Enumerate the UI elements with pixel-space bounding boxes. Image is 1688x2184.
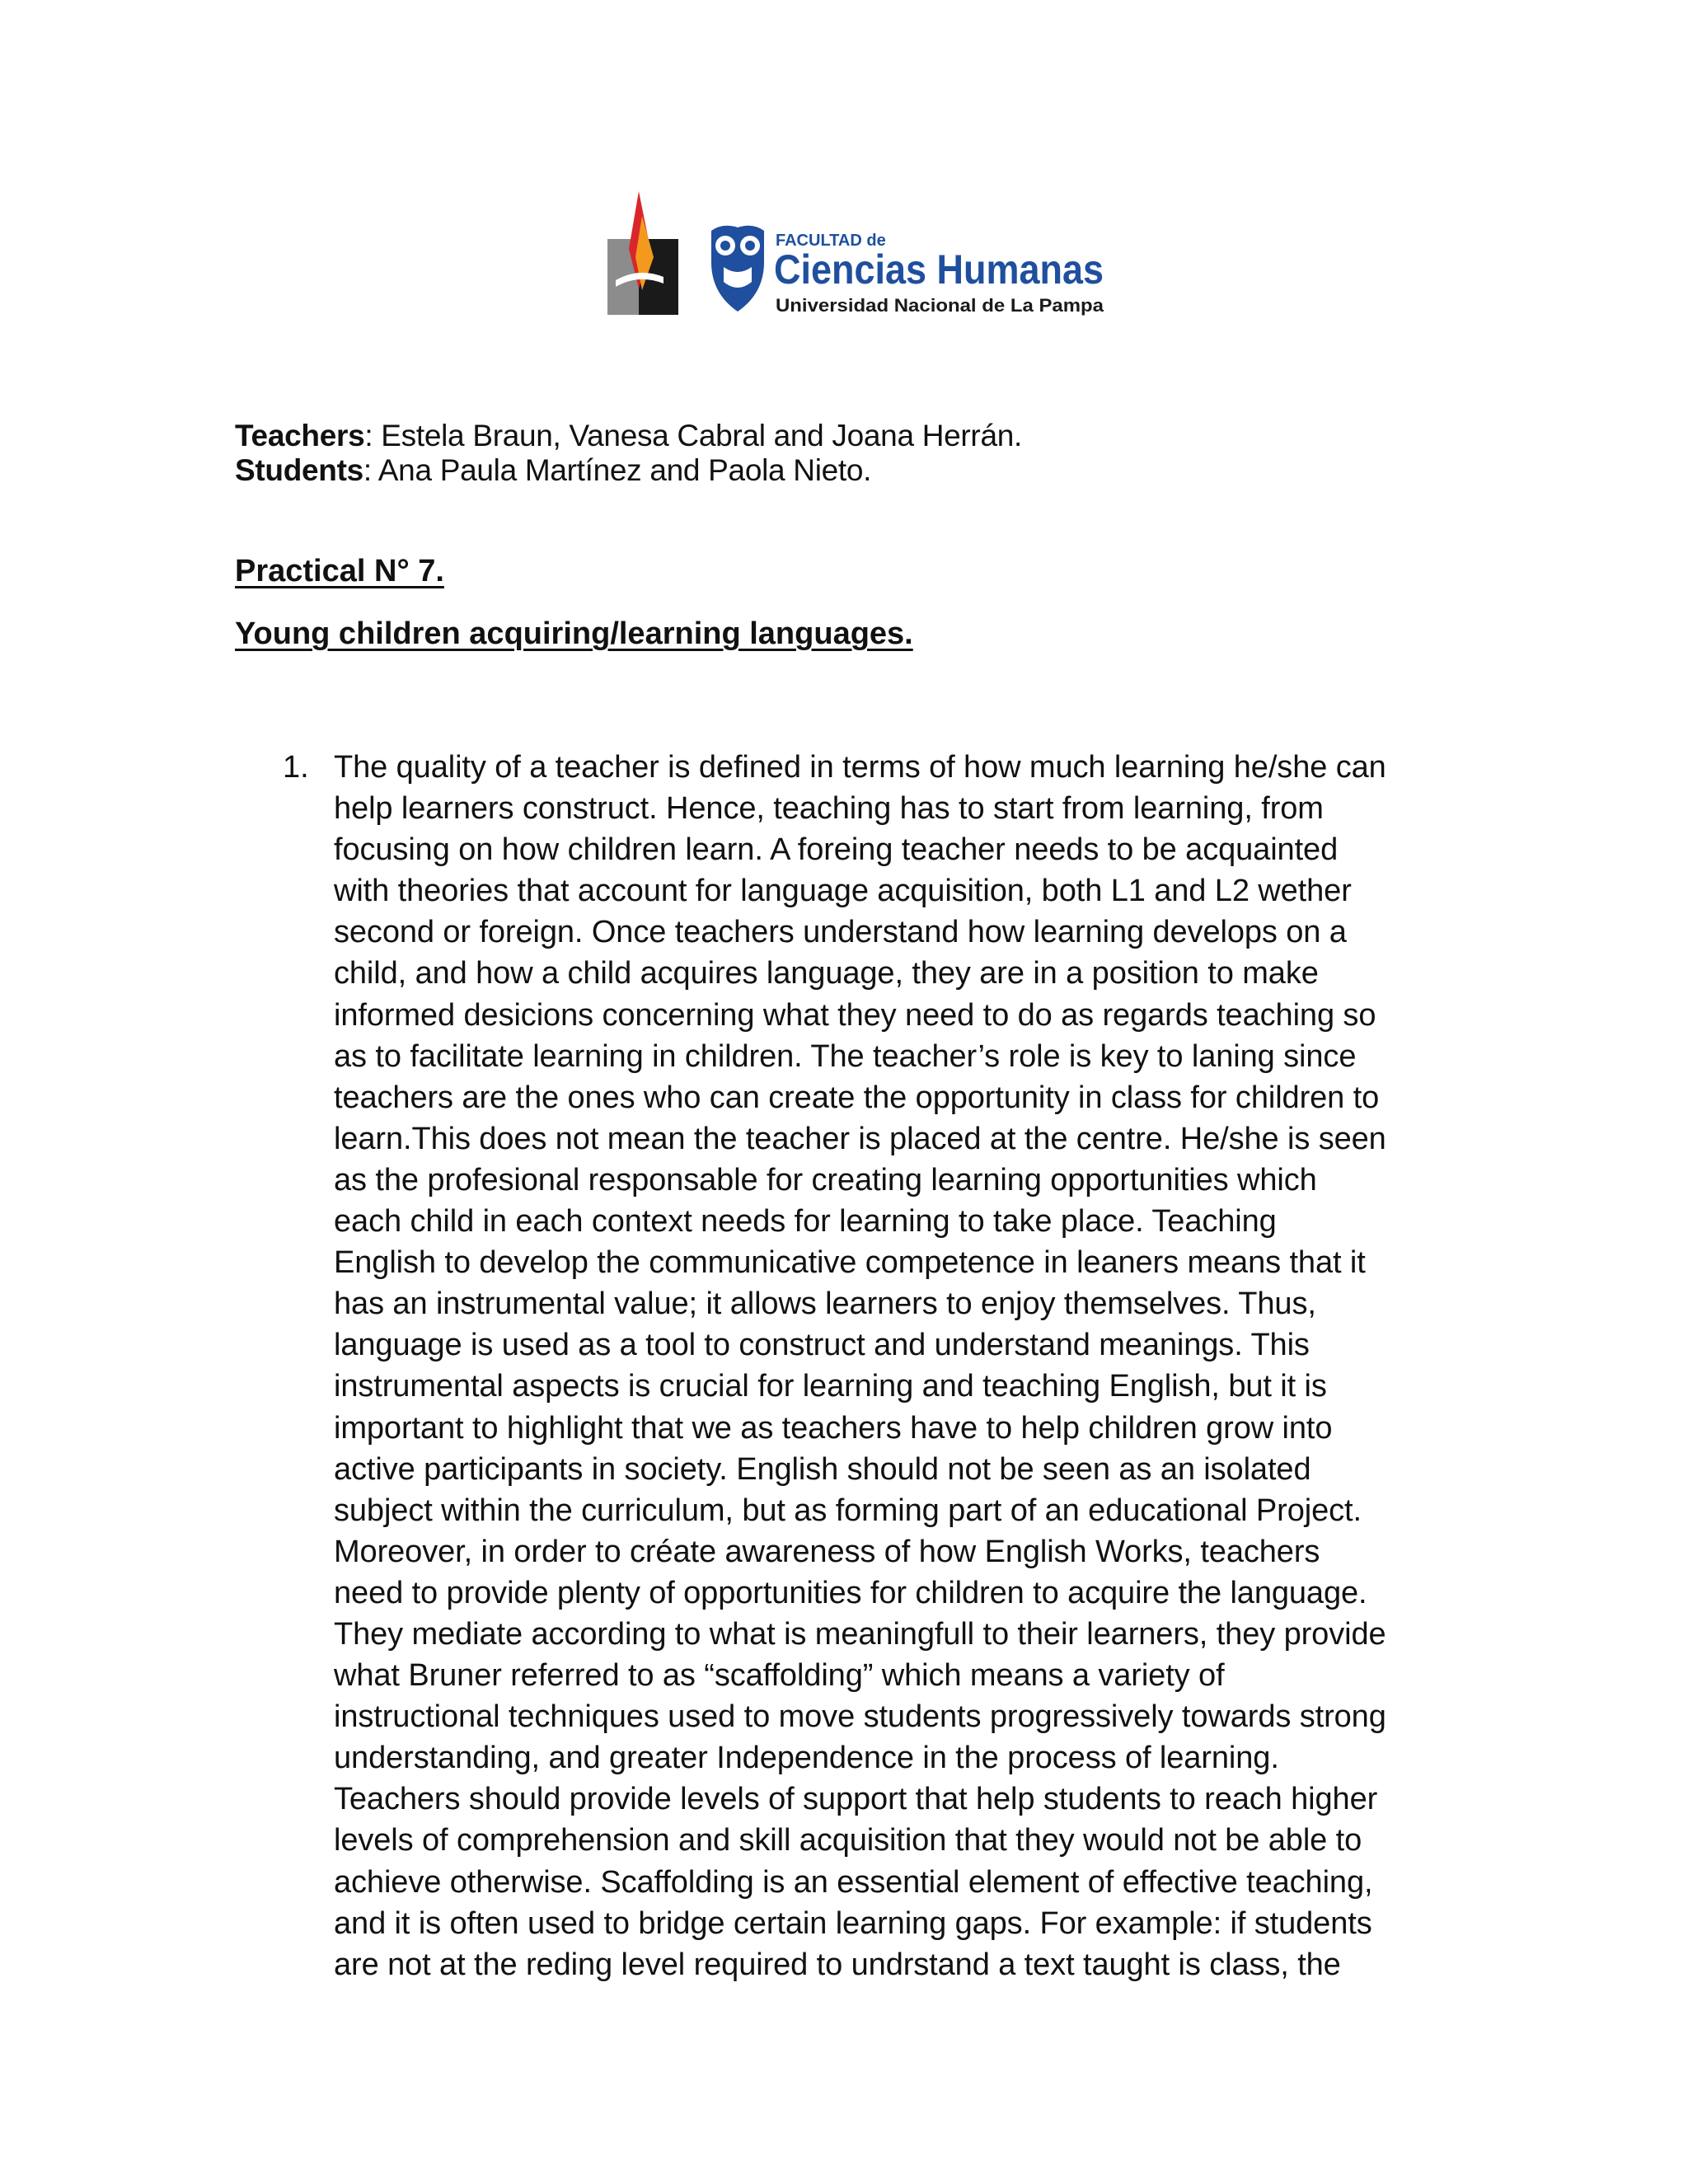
students-label: Students (235, 453, 363, 487)
paragraph-line: each child in each context needs for learning to take place. Teaching (334, 1204, 1277, 1240)
paragraph-line: understanding, and greater Independence in the process of learning. (334, 1741, 1279, 1776)
paragraph-line: The quality of a teacher is defined in terms of how much learning he/she can (334, 750, 1386, 785)
paragraph-line: second or foreign. Once teachers understand how learning develops on a (334, 915, 1347, 950)
paragraph-line: teachers are the ones who can create the opportunity in class for children to (334, 1080, 1380, 1115)
paragraph-line: has an instrumental value; it allows learners to enjoy themselves. Thus, (334, 1286, 1316, 1322)
paragraph-line: are not at the reding level required to undrstand a text taught is class, the (334, 1947, 1341, 1982)
paragraph-line: need to provide plenty of opportunities for children to acquire the language. (334, 1575, 1367, 1610)
paragraph-line: as the profesional responsable for creating learning opportunities which (334, 1162, 1317, 1197)
list-item-paragraph (334, 747, 1459, 1985)
paragraph-line: Moreover, in order to créate awareness of how English Works, teachers (334, 1534, 1320, 1569)
paragraph-line: achieve otherwise. Scaffolding is an essential element of effective teaching, (334, 1864, 1373, 1900)
logo-university: Universidad Nacional de La Pampa (776, 295, 1104, 316)
paragraph-line: focusing on how children learn. A foreing teacher needs to be acquainted (334, 832, 1339, 868)
students-line (235, 453, 1022, 488)
paragraph-line: active participants in society. English should not be seen as an isolated (334, 1451, 1311, 1487)
paragraph-line: help learners construct. Hence, teaching has to start from learning, from (334, 791, 1324, 827)
paragraph-line: as to facilitate learning in children. The teacher’s role is key to laning since (334, 1038, 1357, 1074)
logo-faculty-name: Ciencias Humanas (774, 246, 1104, 293)
paragraph-line: instructional techniques used to move students progressively towards strong (334, 1699, 1386, 1735)
paragraph-line: with theories that account for language acquisition, both L1 and L2 wether (334, 874, 1352, 909)
students-value: : Ana Paula Martínez and Paola Nieto. (363, 453, 872, 487)
paragraph-line: child, and how a child acquires language, they are in a position to make (334, 956, 1319, 991)
paragraph-line: important to highlight that we as teachers have to help children grow into (334, 1410, 1333, 1446)
logo-graphic (606, 191, 1109, 323)
owl-icon (711, 226, 764, 312)
paragraph-line: what Bruner referred to as “scaffolding” which means a variety of (334, 1658, 1225, 1694)
teachers-value: : Estela Braun, Vanesa Cabral and Joana Herrán. (364, 419, 1022, 452)
paragraph-line: levels of comprehension and skill acquisition that they would not be able to (334, 1823, 1362, 1858)
list-item-number: 1. (283, 750, 309, 785)
paragraph-line: They mediate according to what is meaningfull to their learners, they provide (334, 1616, 1386, 1652)
paragraph-line: and it is often used to bridge certain learning gaps. For example: if students (334, 1905, 1372, 1941)
paragraph-line: informed desicions concerning what they need to do as regards teaching so (334, 997, 1376, 1033)
paragraph-line: learn.This does not mean the teacher is placed at the centre. He/she is seen (334, 1121, 1386, 1156)
teachers-line (235, 419, 1022, 453)
teachers-label: Teachers (235, 419, 365, 452)
page-title: Practical N° 7. (235, 554, 444, 588)
page-subtitle: Young children acquiring/learning languages. (235, 616, 913, 651)
paragraph-line: subject within the curriculum, but as forming part of an educational Project. (334, 1493, 1362, 1528)
logo-faculty-small: FACULTAD de (776, 232, 886, 250)
paragraph-line: Teachers should provide levels of support that help students to reach higher (334, 1782, 1378, 1817)
paragraph-line: instrumental aspects is crucial for learning and teaching English, but it is (334, 1369, 1327, 1404)
document-header (235, 419, 1022, 488)
paragraph-line: English to develop the communicative competence in leaners means that it (334, 1245, 1366, 1281)
paragraph-line: language is used as a tool to construct and understand meanings. This (334, 1328, 1310, 1363)
faculty-logo (606, 191, 1109, 323)
